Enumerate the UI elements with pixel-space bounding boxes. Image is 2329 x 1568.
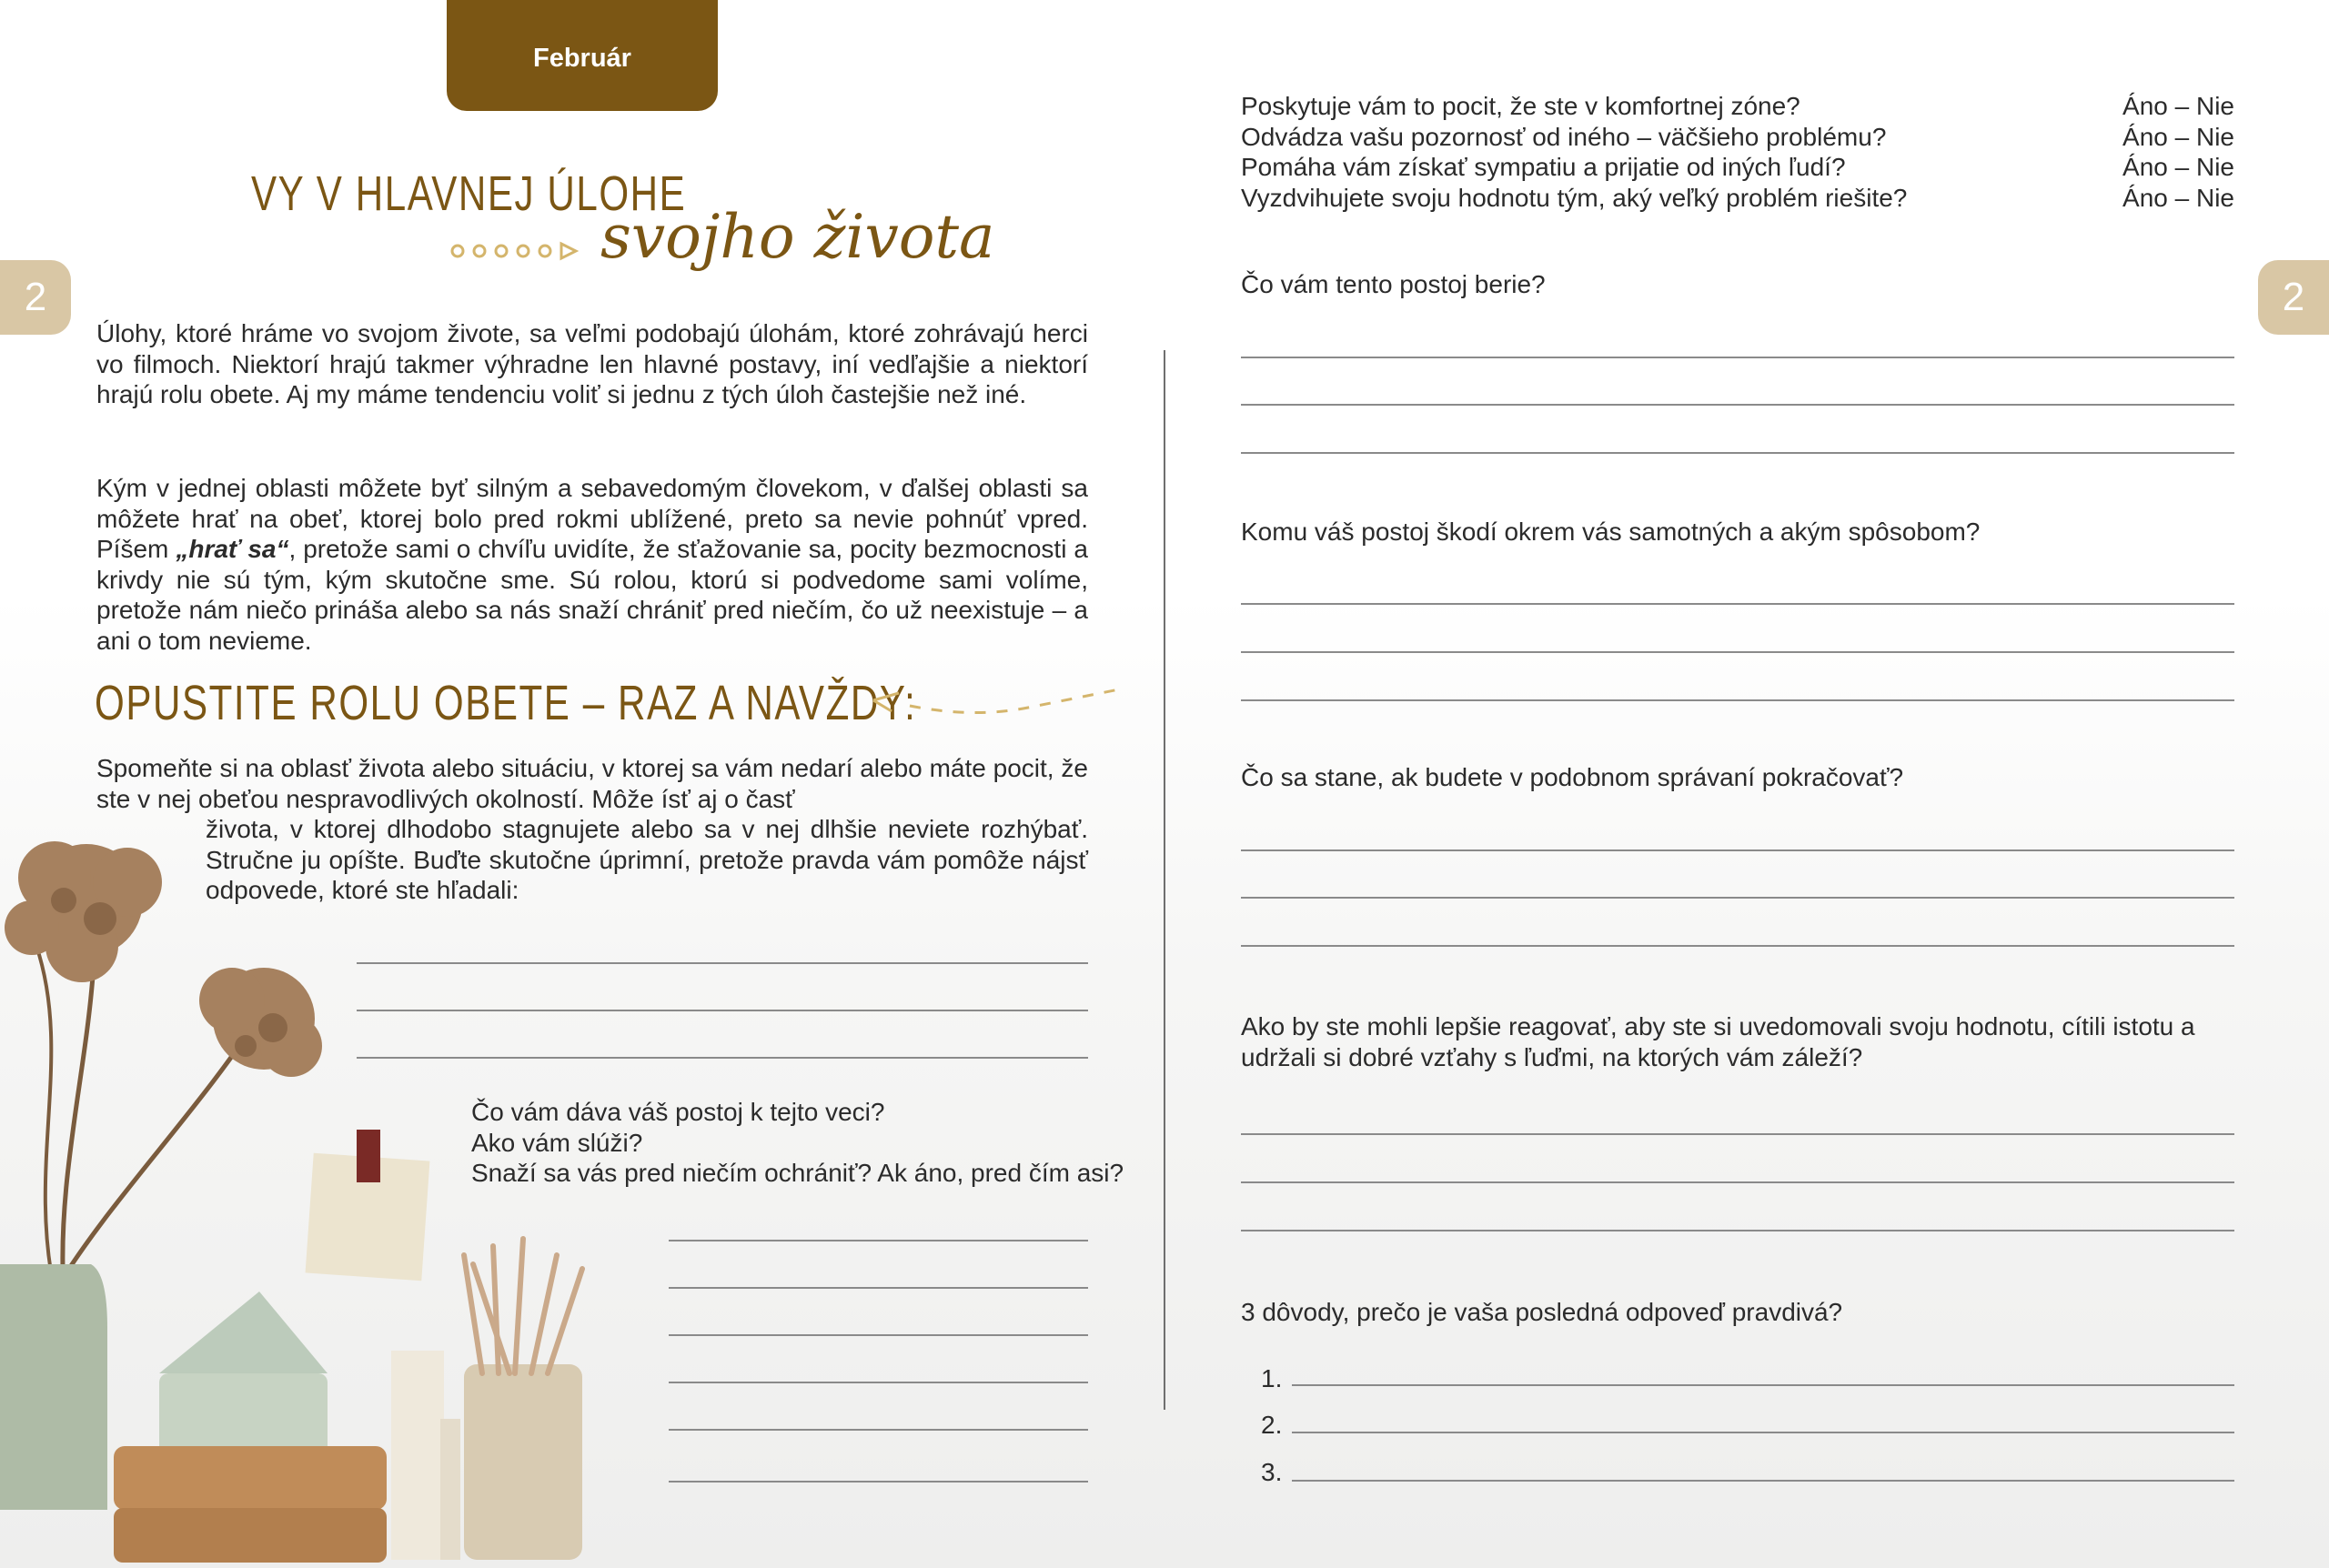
checklist-row — [1241, 183, 2234, 214]
right-question-3: Čo sa stane, ak budete v podobnom správaní pokračovať? — [1241, 763, 1904, 791]
section-heading: OPUSTITE ROLU OBETE – RAZ A NAVŽDY: — [95, 676, 917, 730]
answer-line[interactable] — [357, 962, 1088, 964]
left-question-3: Snaží sa vás pred niečím ochrániť? Ak áno, pred čím asi? — [471, 1159, 1124, 1187]
answer-line[interactable] — [357, 1010, 1088, 1011]
list-number: 2. — [1261, 1411, 1283, 1439]
answer-line[interactable] — [1292, 1384, 2234, 1386]
page-title: VY V HLAVNEJ ÚLOHE — [251, 166, 687, 221]
intro-p2-text-a: Kým v jednej oblasti môžete byť silným a sebavedomým človekom, v ďalšej oblasti sa môžete hrať na obeť, ktorej bolo pred rokmi ublížené, preto sa nevie pohnúť vpred. Píšem — [96, 474, 1088, 563]
checklist-question: Vyzdvihujete svoju hodnotu tým, aký veľký problém riešite? — [1241, 183, 1908, 212]
right-question-4: Ako by ste mohli lepšie reagovať, aby ste si uvedomovali svoju hodnotu, cítili istotu a udržali si dobré vzťahy s ľuďmi, na ktorých vám záleží? — [1241, 1012, 2195, 1071]
left-question-1: Čo vám dáva váš postoj k tejto veci? — [471, 1098, 885, 1126]
page-number-left-label: 2 — [24, 275, 47, 319]
checklist-question: Poskytuje vám to pocit, že ste v komfortnej zóne? — [1241, 92, 1800, 120]
answer-line[interactable] — [669, 1240, 1088, 1241]
checklist-answer[interactable]: Áno – Nie — [2122, 92, 2234, 120]
list-number: 3. — [1261, 1458, 1283, 1486]
checklist-answer[interactable]: Áno – Nie — [2122, 153, 2234, 181]
intro-paragraph-1: Úlohy, ktoré hráme vo svojom živote, sa veľmi podobajú úlohám, ktoré zohrávajú herci vo filmoch. Niektorí hrajú takmer výhradne len hlavné postavy, iní vedľajšie a niektorí hrajú rolu obete. Aj my máme tendenciu voliť si jednu z tých úloh častejšie než iné. — [96, 319, 1088, 408]
intro-p2-emphasis: „hrať sa“ — [176, 535, 289, 563]
right-question-5: 3 dôvody, prečo je vaša posledná odpoveď pravdivá? — [1241, 1298, 1843, 1326]
checklist-question: Pomáha vám získať sympatiu a prijatie od iných ľudí? — [1241, 153, 1846, 181]
right-question-1: Čo vám tento postoj berie? — [1241, 270, 1546, 298]
checklist-row — [1241, 91, 2234, 122]
answer-line[interactable] — [669, 1382, 1088, 1383]
month-tab — [447, 0, 718, 111]
list-number: 1. — [1261, 1364, 1283, 1392]
section-text-b: života, v ktorej dlhodobo stagnujete alebo sa v nej dlhšie neviete rozhýbať. Stručne ju opíšte. Buďte skutočne úprimní, pretože pravda vám pomôže nájsť odpovede, ktoré ste hľadali: — [206, 815, 1088, 904]
answer-line[interactable] — [1241, 1230, 2234, 1231]
page-number-right-label: 2 — [2282, 275, 2305, 319]
intro-paragraph-2 — [96, 473, 1088, 656]
page-subtitle: svojho života — [600, 202, 995, 272]
checklist — [1241, 91, 2234, 213]
page-number-left — [0, 260, 71, 335]
answer-line[interactable] — [1241, 603, 2234, 605]
answer-line[interactable] — [1241, 1181, 2234, 1183]
answer-line[interactable] — [1241, 1133, 2234, 1135]
answer-line[interactable] — [1241, 452, 2234, 454]
answer-line[interactable] — [1292, 1480, 2234, 1482]
answer-line[interactable] — [669, 1481, 1088, 1483]
answer-line[interactable] — [357, 1057, 1088, 1059]
checklist-answer[interactable]: Áno – Nie — [2122, 122, 2234, 151]
answer-line[interactable] — [669, 1287, 1088, 1289]
checklist-row — [1241, 152, 2234, 183]
dots-decoration — [449, 238, 594, 266]
right-question-2: Komu váš postoj škodí okrem vás samotných a akým spôsobom? — [1241, 518, 1981, 546]
answer-line[interactable] — [1241, 404, 2234, 406]
checklist-row — [1241, 122, 2234, 153]
answer-line[interactable] — [1292, 1432, 2234, 1433]
answer-line[interactable] — [669, 1334, 1088, 1336]
left-question-2: Ako vám slúži? — [471, 1128, 643, 1157]
intro-p2-text-b: , pretože sami o chvíľu uvidíte, že sťažovanie sa, pocity bezmocnosti a krivdy nie sú tým, kým skutočne sme. Sú rolou, ktorú si podvedome sami volíme, pretože nám niečo prináša alebo sa nás snaží chrániť pred niečím, čo už neexistuje – a ani o tom nevieme. — [96, 535, 1088, 655]
answer-line[interactable] — [1241, 357, 2234, 358]
checklist-question: Odvádza vašu pozornosť od iného – väčšieho problému? — [1241, 122, 1887, 151]
answer-line[interactable] — [1241, 945, 2234, 947]
page-number-right — [2258, 260, 2329, 335]
section-text — [96, 753, 1088, 906]
answer-line[interactable] — [1241, 699, 2234, 701]
answer-line[interactable] — [1241, 849, 2234, 851]
answer-line[interactable] — [1241, 897, 2234, 899]
answer-line[interactable] — [1241, 651, 2234, 653]
month-label: Február — [533, 43, 631, 73]
page-spine — [1164, 350, 1165, 1410]
answer-line[interactable] — [669, 1429, 1088, 1431]
checklist-answer[interactable]: Áno – Nie — [2122, 183, 2234, 212]
left-questions — [471, 1097, 1124, 1189]
section-text-a: Spomeňte si na oblasť života alebo situáciu, v ktorej sa vám nedarí alebo máte pocit, že ste v nej obeťou nespravodlivých okolností. Môže ísť aj o časť — [96, 754, 1088, 813]
arrow-decoration — [864, 680, 1128, 726]
